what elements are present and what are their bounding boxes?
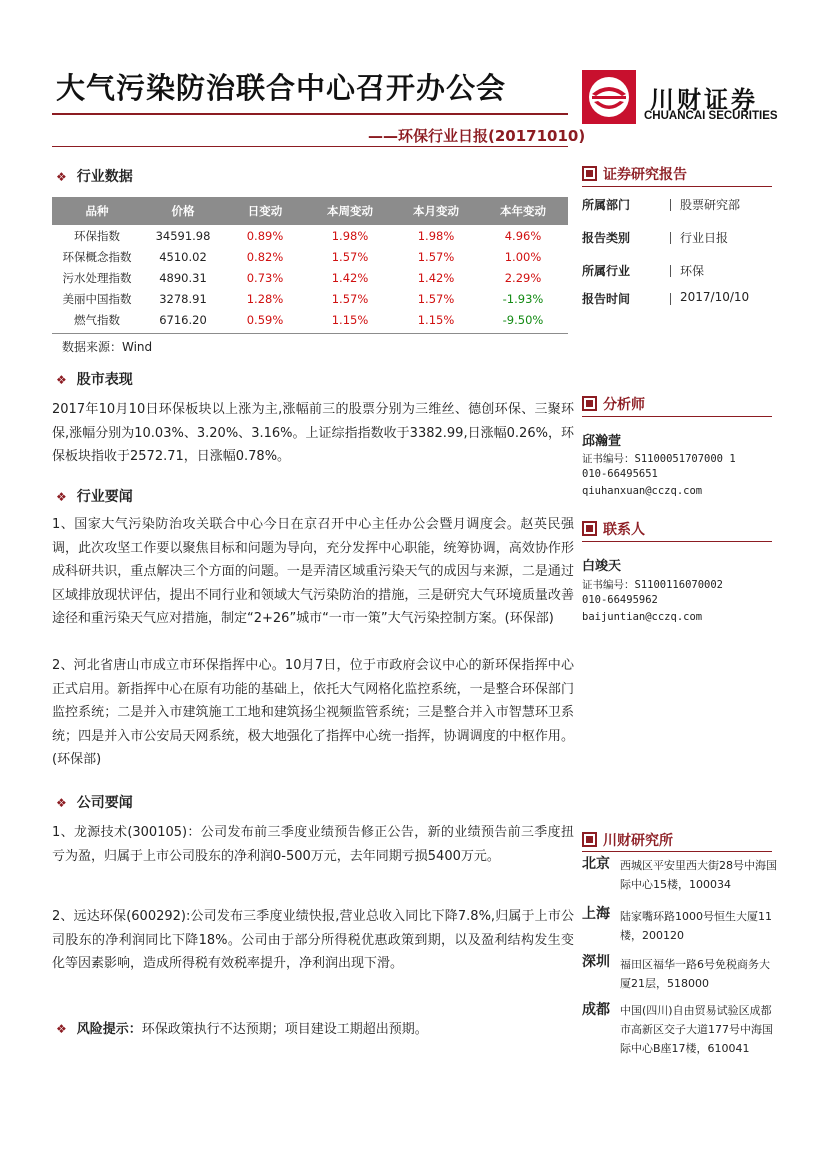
table-cell: 1.98%	[331, 228, 369, 243]
office-city: 深圳	[582, 954, 610, 970]
diamond-bullet-icon: ❖	[56, 373, 67, 387]
chuancai-logo-icon	[582, 70, 636, 124]
institute-heading: 川财研究所	[582, 830, 673, 850]
office-city: 成都	[582, 1002, 610, 1018]
table-cell: 1.15%	[417, 312, 455, 327]
table-cell: 1.57%	[331, 291, 369, 306]
section-industry-news: ❖ 行业要闻	[56, 489, 133, 505]
table-header: 日变动	[224, 197, 306, 225]
right-rule	[582, 541, 772, 542]
table-cell: 1.57%	[417, 291, 455, 306]
square-bullet-icon	[582, 832, 597, 847]
section-market: ❖ 股市表现	[56, 372, 133, 388]
table-header: 本年变动	[478, 197, 568, 225]
report-subtitle: ——环保行业日报(20171010)	[368, 127, 586, 145]
contact-heading: 联系人	[582, 519, 645, 539]
square-bullet-icon	[582, 396, 597, 411]
table-cell: 2.29%	[504, 270, 542, 285]
table-cell: 燃气指数	[74, 312, 120, 327]
right-rule	[582, 186, 772, 187]
market-paragraph: 2017年10月10日环保板块以上涨为主,涨幅前三的股票分别为三维丝、德创环保、三聚环保,涨幅分别为10.03%、3.20%、3.16%。上证综指指数收于3382.99,日涨幅0.26%，环保板块指收于2572.71，日涨幅0.78%。	[52, 402, 574, 464]
table-header: 本月变动	[394, 197, 478, 225]
right-rule	[582, 416, 772, 417]
table-cell: -9.50%	[502, 312, 544, 327]
industry-news-item-1: 1、国家大气污染防治攻关联合中心今日在京召开中心主任办公会暨月调度会。赵英民强调，此次攻坚工作要以聚焦目标和问题为导向，充分发挥中心职能，统筹协调，高效协作形成科研共识，重点解决三个方面的问题。一是弄清区域重污染天气的成因与来源，二是通过区域排放现状评估，提出不同行业和领域大气污染防治的措施，三是研究大气环境质量改善途径和重污染天气应对措施，制定“2+26”城市“一市一策”大气污染控制方案。(环保部)	[52, 517, 574, 626]
analyst-email: qiuhanxuan@cczq.com	[582, 485, 703, 497]
office-address: 中国(四川)自由贸易试验区成都市高新区交子大道177号中海国际中心B座17楼，610041	[620, 1004, 773, 1055]
info-label-industry: 所属行业	[582, 264, 631, 278]
contact-name: 白竣天	[582, 559, 622, 574]
table-cell: 污水处理指数	[62, 270, 132, 285]
contact-email: baijuntian@cczq.com	[582, 611, 703, 623]
info-label-date: 报告时间	[582, 292, 631, 306]
table-header: 价格	[142, 197, 224, 225]
table-cell: 4510.02	[159, 249, 207, 264]
table-row	[52, 225, 568, 246]
info-value-category: 行业日报	[680, 231, 729, 245]
analyst-cert: 证书编号：S1100051707000 1	[582, 453, 736, 465]
title-rule	[52, 113, 568, 115]
table-cell: 1.57%	[417, 249, 455, 264]
data-source: 数据来源：Wind	[62, 340, 153, 354]
info-value-industry: 环保	[680, 264, 705, 278]
section-industry-data: ❖ 行业数据	[56, 169, 133, 185]
industry-index-table	[52, 197, 568, 330]
subtitle-rule	[52, 146, 568, 147]
analyst-name: 邱瀚萱	[582, 434, 622, 449]
table-cell: 1.98%	[417, 228, 455, 243]
risk-warning: ❖ 风险提示：环保政策执行不达预期；项目建设工期超出预期。	[56, 1022, 428, 1037]
table-cell: 环保概念指数	[62, 249, 132, 264]
info-separator	[670, 199, 671, 211]
table-cell: 0.82%	[246, 249, 284, 264]
table-cell: 34591.98	[155, 228, 211, 243]
info-separator	[670, 293, 671, 305]
industry-news-item-2: 2、河北省唐山市成立市环保指挥中心。10月7日，位于市政府会议中心的新环保指挥中心正式启用。新指挥中心在原有功能的基础上，依托大气网格化监控系统，一是整合环保部门监控系统；二是并入市建筑施工工地和建筑扬尘视频监管系统；三是整合并入市智慧环卫系统；四是并入市公安局天网系统，极大地强化了指挥中心统一指挥，协调调度的中枢作用。(环保部)	[52, 658, 574, 767]
table-cell: 美丽中国指数	[62, 291, 132, 306]
table-cell: 1.42%	[417, 270, 455, 285]
table-cell: 4.96%	[504, 228, 542, 243]
office-address: 陆家嘴环路1000号恒生大厦11楼，200120	[620, 910, 772, 942]
info-separator	[670, 232, 671, 244]
table-row	[52, 309, 568, 330]
table-cell: 1.00%	[504, 249, 542, 264]
contact-phone: 010-66495962	[582, 594, 658, 606]
table-header: 本周变动	[306, 197, 394, 225]
table-cell: 1.15%	[331, 312, 369, 327]
company-news-item-2: 2、远达环保(600292):公司发布三季度业绩快报,营业总收入同比下降7.8%,归属于上市公司股东的净利润同比下降18%。公司由于部分所得税优惠政策到期，以及盈利结构发生变化等因素影响，造成所得税有效税率提升，净利润出现下滑。	[52, 909, 574, 971]
diamond-bullet-icon: ❖	[56, 490, 67, 504]
diamond-bullet-icon: ❖	[56, 170, 67, 184]
office-city: 上海	[582, 906, 610, 922]
square-bullet-icon	[582, 166, 597, 181]
table-cell: 6716.20	[159, 312, 207, 327]
office-city: 北京	[582, 856, 610, 872]
analyst-heading: 分析师	[582, 394, 645, 414]
table-cell: 0.89%	[246, 228, 284, 243]
report-title: 大气污染防治联合中心召开办公会	[56, 71, 507, 105]
table-header-row	[52, 197, 568, 225]
info-separator	[670, 265, 671, 277]
info-label-department: 所属部门	[582, 198, 631, 212]
contact-cert: 证书编号：S1100116070002	[582, 579, 724, 591]
table-cell: 环保指数	[74, 228, 120, 243]
analyst-phone: 010-66495651	[582, 468, 658, 480]
logo-text-cn: 川财证券	[650, 86, 758, 114]
table-cell: -1.93%	[502, 291, 544, 306]
table-cell: 1.42%	[331, 270, 369, 285]
diamond-bullet-icon: ❖	[56, 1022, 67, 1036]
table-row	[52, 267, 568, 288]
company-news-item-1: 1、龙源技术(300105)：公司发布前三季度业绩预告修正公告，新的业绩预告前三季度扭亏为盈，归属于上市公司股东的净利润0-500万元，去年同期亏损5400万元。	[52, 825, 574, 864]
logo-text-en: CHUANCAI SECURITIES	[644, 110, 778, 122]
table-cell: 4890.31	[159, 270, 207, 285]
table-cell: 0.73%	[246, 270, 284, 285]
table-cell: 3278.91	[159, 291, 207, 306]
info-value-date: 2017/10/10	[680, 290, 750, 304]
research-report-heading: 证券研究报告	[582, 164, 687, 184]
table-cell: 1.28%	[246, 291, 284, 306]
right-rule	[582, 851, 772, 852]
office-address: 福田区福华一路6号免税商务大厦21层，518000	[620, 958, 770, 990]
info-value-department: 股票研究部	[680, 198, 741, 212]
table-cell: 1.57%	[331, 249, 369, 264]
office-address: 西城区平安里西大街28号中海国际中心15楼，100034	[620, 859, 777, 891]
section-company-news: ❖ 公司要闻	[56, 795, 133, 811]
square-bullet-icon	[582, 521, 597, 536]
table-row	[52, 288, 568, 309]
table-header: 品种	[52, 197, 142, 225]
diamond-bullet-icon: ❖	[56, 796, 67, 810]
table-cell: 0.59%	[246, 312, 284, 327]
info-label-category: 报告类别	[582, 231, 631, 245]
table-bottom-rule	[52, 333, 568, 334]
table-row	[52, 246, 568, 267]
